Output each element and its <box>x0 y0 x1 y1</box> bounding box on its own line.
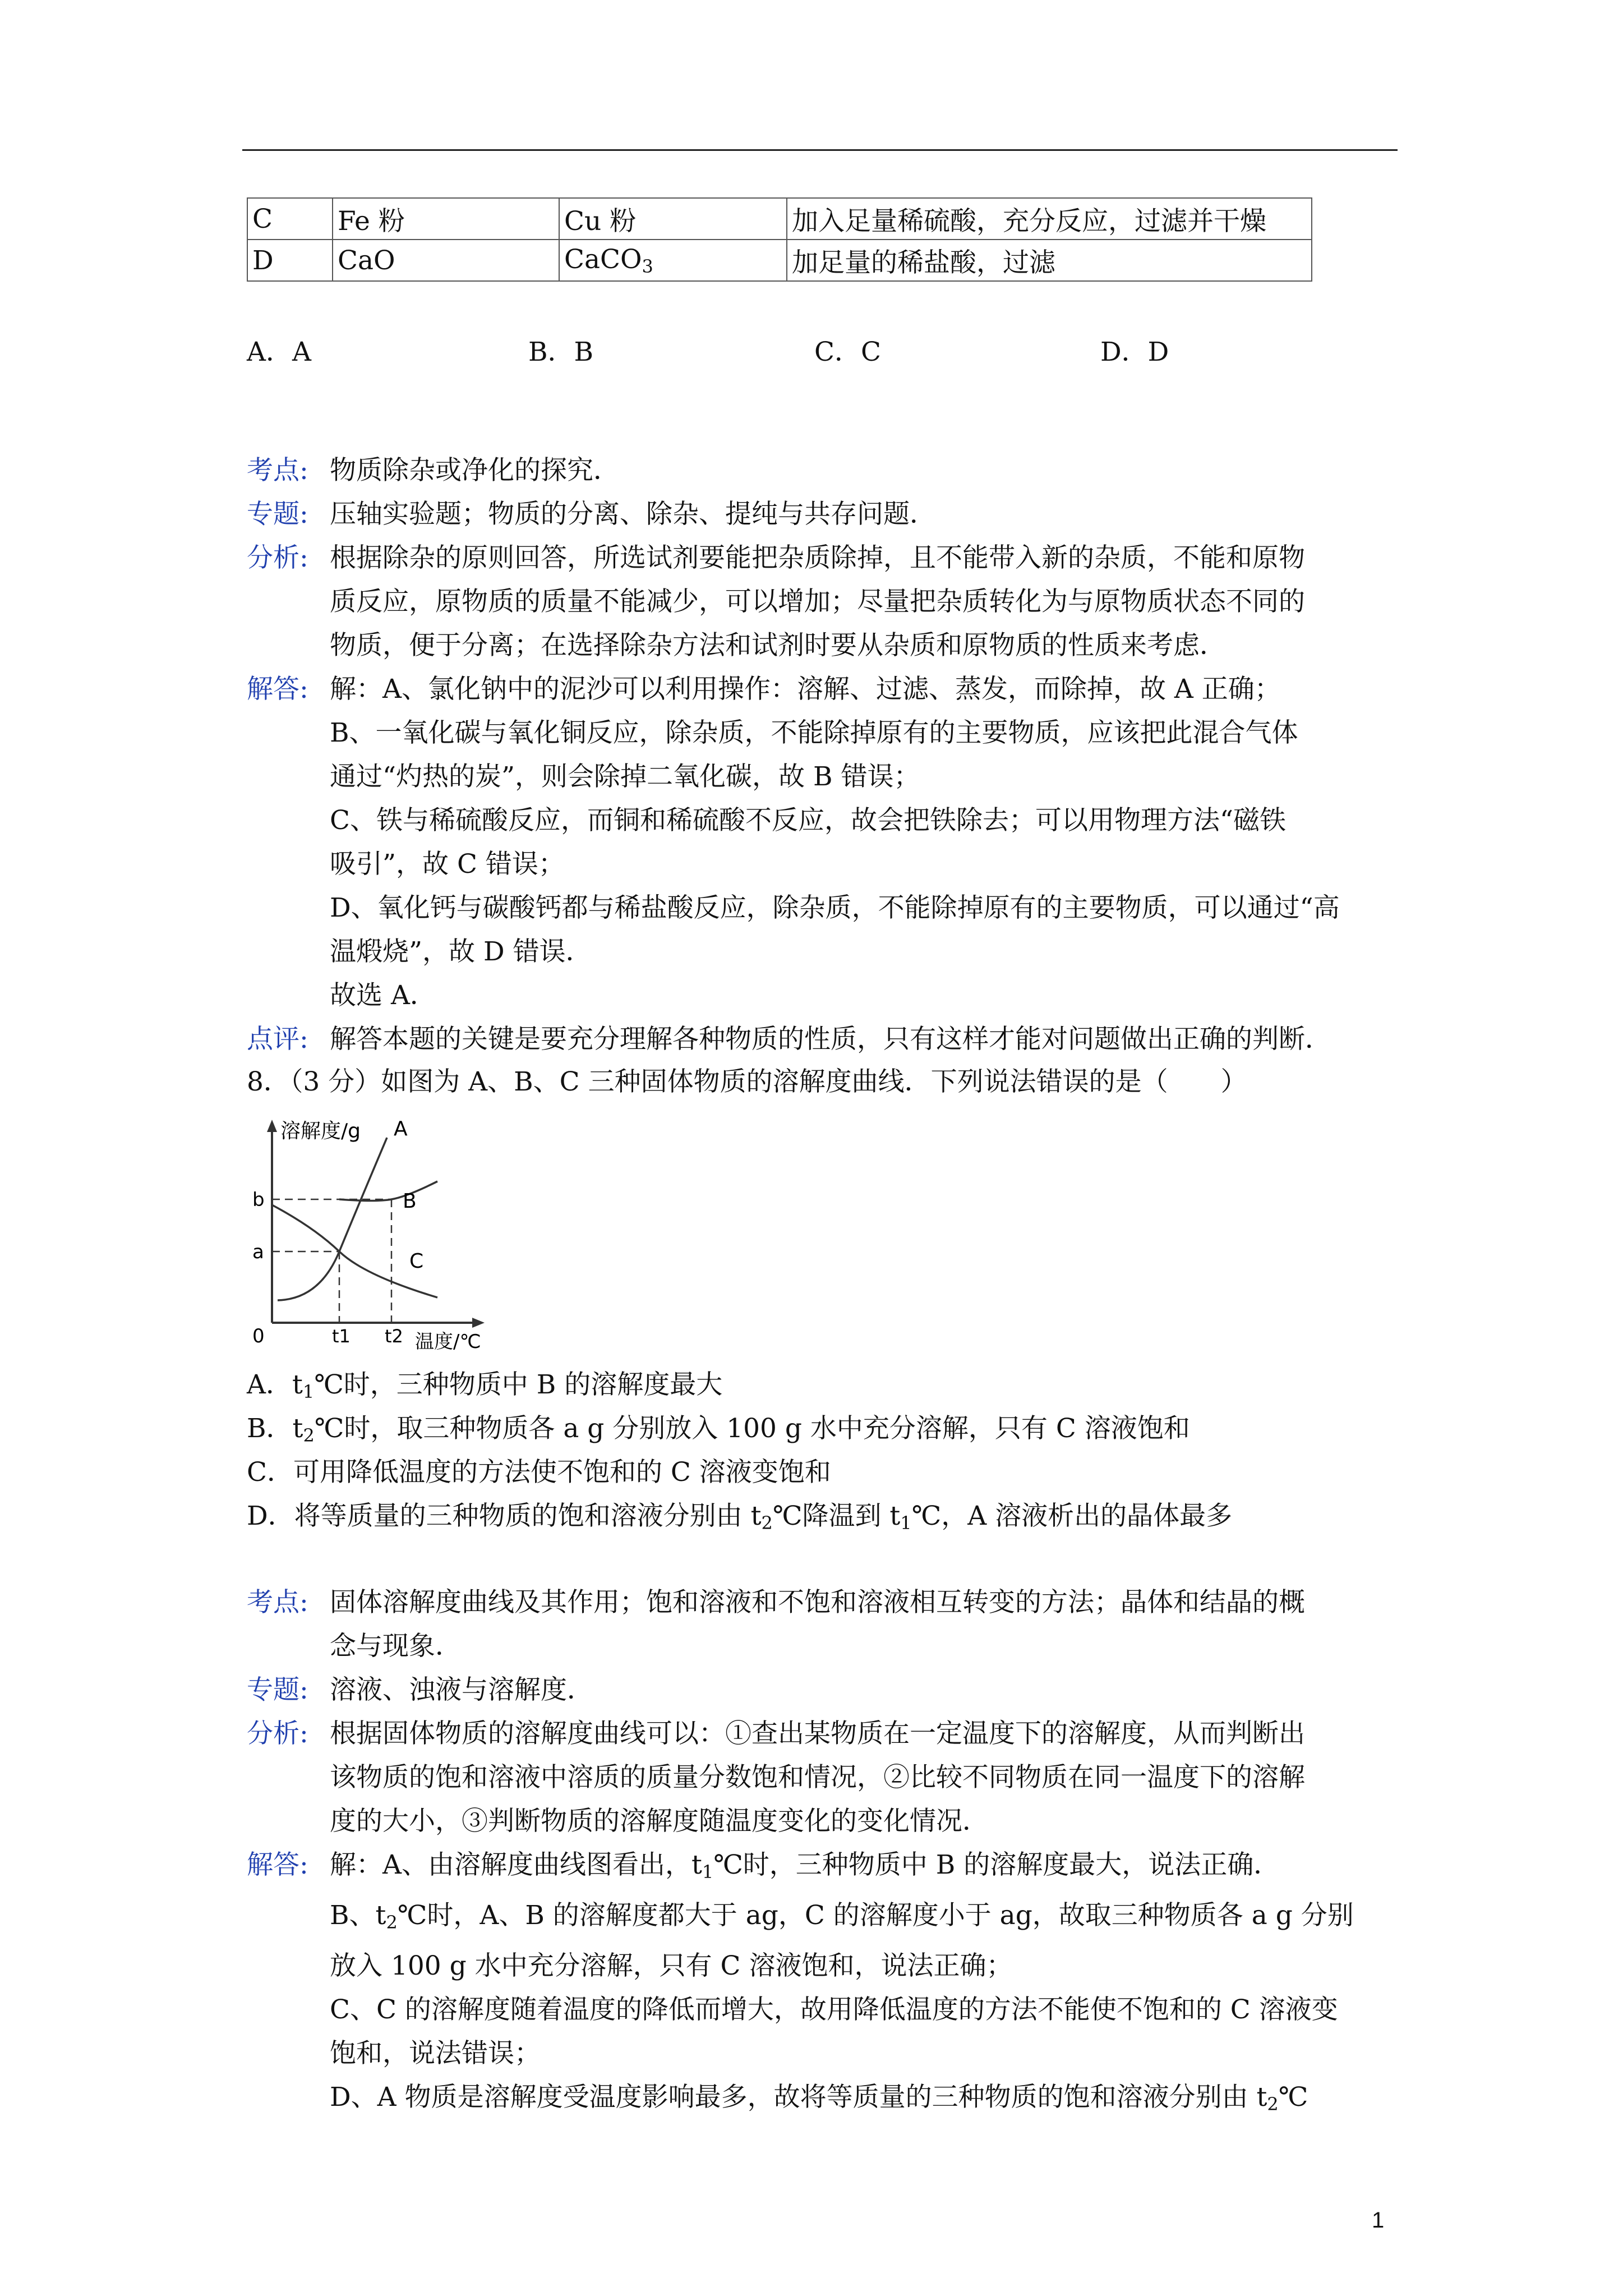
formula-subscript: 3 <box>642 255 653 277</box>
q7-choices <box>247 331 1402 376</box>
zhuanti-row <box>247 1668 1402 1712</box>
header-rule <box>242 149 1398 151</box>
q7-analysis <box>247 449 1402 1061</box>
page-number: 1 <box>1372 2208 1385 2233</box>
zhuanti-label: 专题: <box>247 499 308 530</box>
kaodian-row <box>247 1581 1402 1668</box>
table-cell: D <box>247 240 333 281</box>
jieda-line: D、氧化钙与碳酸钙都与稀盐酸反应，除杂质，不能除掉原有的主要物质，可以通过“高 <box>330 892 1340 923</box>
kaodian-row <box>247 449 1402 493</box>
kaodian-text: 物质除杂或净化的探究． <box>330 455 620 486</box>
options-table <box>247 197 1312 282</box>
tick-label-t1: t1 <box>332 1326 351 1347</box>
kaodian-label: 考点: <box>247 1587 308 1618</box>
origin-label: 0 <box>252 1325 265 1347</box>
jieda-label: 解答: <box>247 1849 308 1880</box>
fenxi-label: 分析: <box>247 1718 308 1749</box>
fenxi-line: 物质，便于分离；在选择除杂方法和试剂时要从杂质和原物质的性质来考虑． <box>330 630 1226 661</box>
zhuanti-row <box>247 493 1402 536</box>
q8-option-a: A．$t_1℃$时，三种物质中 B 的溶解度最大 <box>247 1369 723 1402</box>
fenxi-label: 分析: <box>247 542 308 573</box>
jieda-line: C、C 的溶解度随着温度的降低而增大，故用降低温度的方法不能使不饱和的 C 溶液变 <box>330 1994 1338 2025</box>
jieda-line: 故选 A． <box>330 980 436 1011</box>
jieda-line: D、A 物质是溶解度受温度影响最多，故将等质量的三种物质的饱和溶液分别由 $t_2℃$ <box>330 2082 1308 2115</box>
series-c-label: C <box>409 1250 424 1273</box>
jieda-line: 解：A、氯化钠中的泥沙可以利用操作：溶解、过滤、蒸发，而除掉，故 A 正确； <box>330 674 1281 705</box>
jieda-line: B、一氧化碳与氧化铜反应，除杂质，不能除掉原有的主要物质，应该把此混合气体 <box>330 717 1298 748</box>
fenxi-line: 质反应，原物质的质量不能减少，可以增加；尽量把杂质转化为与原物质状态不同的 <box>330 586 1305 617</box>
kaodian-line: 固体溶解度曲线及其作用；饱和溶液和不饱和溶液相互转变的方法；晶体和结晶的概 <box>330 1587 1305 1618</box>
fenxi-line: 该物质的饱和溶液中溶质的质量分数饱和情况，②比较不同物质在同一温度下的溶解 <box>330 1762 1305 1793</box>
jieda-line: 解：A、由溶解度曲线图看出，$t_1℃$时，三种物质中 B 的溶解度最大，说法正确． <box>330 1849 1280 1883</box>
q8-option-c: C．可用降低温度的方法使不饱和的 C 溶液变饱和 <box>247 1457 831 1488</box>
kaodian-line: 念与现象． <box>330 1631 462 1662</box>
zhuanti-text: 溶液、浊液与溶解度． <box>330 1674 593 1705</box>
choice-a: A．A <box>247 337 311 367</box>
table-row <box>247 240 1312 281</box>
tick-label-t2: t2 <box>385 1326 403 1347</box>
tick-label-b: b <box>252 1189 265 1211</box>
dianping-row <box>247 1018 1402 1061</box>
kaodian-label: 考点: <box>247 455 308 486</box>
jieda-label: 解答: <box>247 674 308 705</box>
table-cell: 加足量的稀盐酸，过滤 <box>787 240 1312 281</box>
zhuanti-text: 压轴实验题；物质的分离、除杂、提纯与共存问题． <box>330 499 936 530</box>
y-axis-arrow <box>267 1120 277 1132</box>
series-b-curve <box>339 1181 437 1201</box>
x-axis-label: 温度/℃ <box>415 1331 481 1351</box>
tick-label-a: a <box>252 1241 264 1263</box>
series-a-curve <box>278 1138 387 1300</box>
y-axis-label: 溶解度/g <box>280 1120 361 1143</box>
dianping-text: 解答本题的关键是要充分理解各种物质的性质，只有这样才能对问题做出正确的判断． <box>330 1024 1331 1055</box>
jieda-line: C、铁与稀硫酸反应，而铜和稀硫酸不反应，故会把铁除去；可以用物理方法“磁铁 <box>330 805 1286 836</box>
fenxi-row <box>247 1712 1402 1843</box>
x-axis-arrow <box>472 1318 485 1328</box>
jieda-row <box>247 668 1402 1018</box>
q8-option-b: B．$t_2℃$时，取三种物质各 a g 分别放入 100 g 水中充分溶解，只有 C 溶液饱和 <box>247 1413 1190 1446</box>
table-cell: Fe 粉 <box>333 198 559 240</box>
formula-text: CaCO <box>564 243 642 275</box>
series-b-label: B <box>403 1190 417 1213</box>
fenxi-line: 度的大小，③判断物质的溶解度随温度变化的变化情况． <box>330 1806 989 1837</box>
jieda-line: B、$t_2℃$时，A、B 的溶解度都大于 ag，C 的溶解度小于 ag，故取三种物质各 a g 分别 <box>330 1900 1354 1933</box>
choice-c: C．C <box>814 337 881 367</box>
jieda-row <box>247 1843 1402 2126</box>
q8-analysis <box>247 1581 1402 2126</box>
dianping-label: 点评: <box>247 1024 308 1055</box>
table-cell: CaO <box>333 240 559 281</box>
table-cell: C <box>247 198 333 240</box>
q8-stem: 8．（3 分）如图为 A、B、C 三种固体物质的溶解度曲线．下列说法错误的是（ ） <box>247 1066 1247 1097</box>
choice-d: D．D <box>1100 337 1169 367</box>
series-a-label: A <box>394 1117 408 1140</box>
jieda-line: 温煅烧”，故 D 错误． <box>330 936 592 967</box>
fenxi-row <box>247 536 1402 668</box>
jieda-line: 放入 100 g 水中充分溶解，只有 C 溶液饱和，说法正确； <box>330 1950 1013 1981</box>
table-cell: 加入足量稀硫酸，充分反应，过滤并干燥 <box>787 198 1312 240</box>
zhuanti-label: 专题: <box>247 1674 308 1705</box>
solubility-chart <box>247 1115 488 1351</box>
q8-option-d: D．将等质量的三种物质的饱和溶液分别由 $t_2℃$降温到 $t_1℃$，A 溶液析出的晶体最多 <box>247 1501 1233 1534</box>
fenxi-line: 根据除杂的原则回答，所选试剂要能把杂质除掉，且不能带入新的杂质，不能和原物 <box>330 542 1305 573</box>
jieda-line: 饱和，说法错误； <box>330 2038 541 2069</box>
jieda-line: 通过“灼热的炭”，则会除掉二氧化碳，故 B 错误； <box>330 761 920 792</box>
jieda-line: 吸引”，故 C 错误； <box>330 849 565 880</box>
table-cell: Cu 粉 <box>559 198 787 240</box>
table-cell <box>559 240 787 281</box>
fenxi-line: 根据固体物质的溶解度曲线可以：①查出某物质在一定温度下的溶解度，从而判断出 <box>330 1718 1305 1749</box>
table-row <box>247 198 1312 240</box>
choice-b: B．B <box>528 337 594 367</box>
